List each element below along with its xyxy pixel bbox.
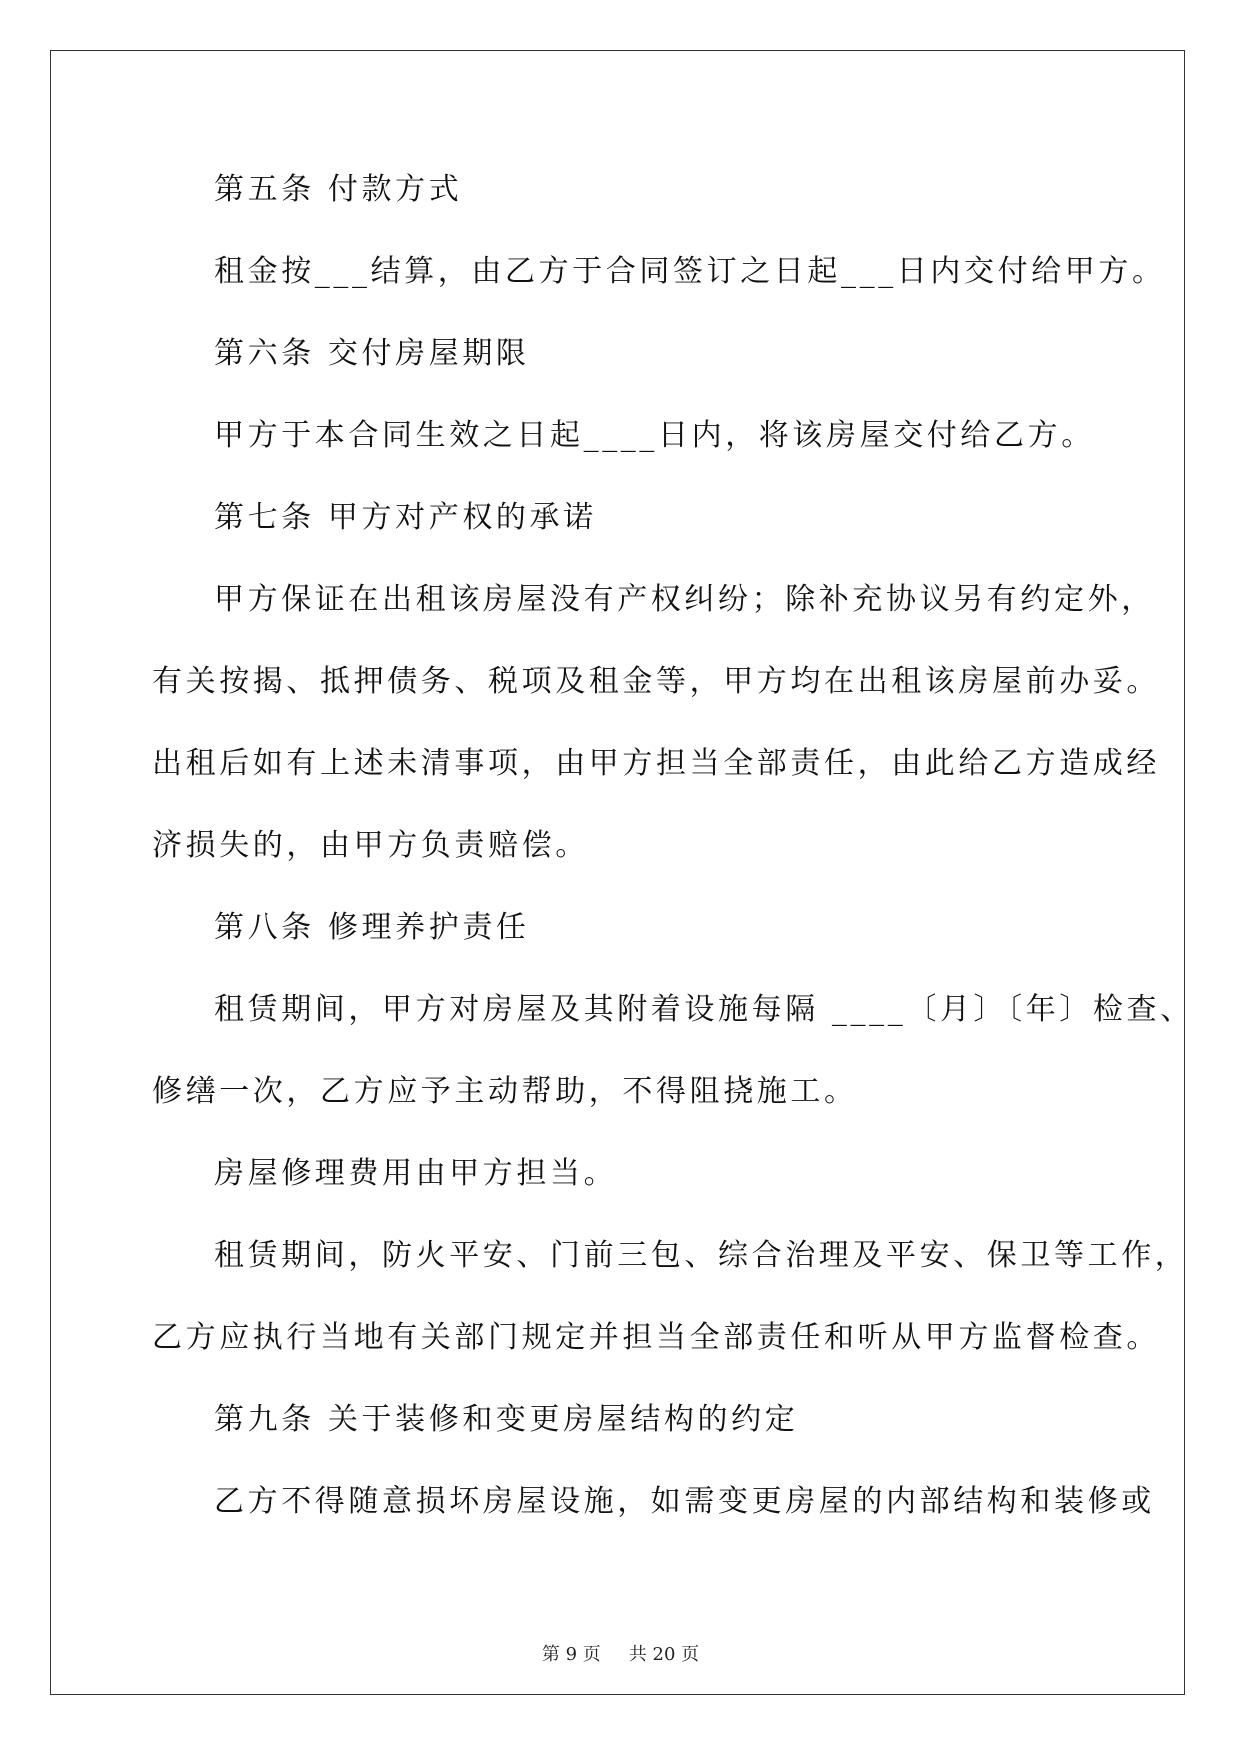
paragraph-line: 乙方不得随意损坏房屋设施，如需变更房屋的内部结构和装修或	[214, 1484, 1155, 1519]
paragraph-line: 济损失的，由甲方负责赔偿。	[152, 828, 589, 863]
section-heading-6: 第六条 交付房屋期限	[214, 336, 530, 371]
paragraph-line: 有关按揭、抵押债务、税项及租金等，甲方均在出租该房屋前办妥。	[152, 664, 1160, 699]
paragraph-line: 修缮一次，乙方应予主动帮助，不得阻挠施工。	[152, 1074, 858, 1109]
paragraph-line: 乙方应执行当地有关部门规定并担当全部责任和听从甲方监督检查。	[152, 1320, 1160, 1355]
paragraph-line: 租金按___结算，由乙方于合同签订之日起___日内交付给甲方。	[214, 254, 1166, 289]
paragraph-line: 甲方于本合同生效之日起____日内，将该房屋交付给乙方。	[214, 418, 1095, 453]
page-border	[50, 50, 1185, 1695]
paragraph-line: 房屋修理费用由甲方担当。	[214, 1156, 618, 1191]
section-heading-7: 第七条 甲方对产权的承诺	[214, 500, 597, 535]
section-heading-9: 第九条 关于装修和变更房屋结构的约定	[214, 1402, 799, 1437]
page-total: 共 20 页	[628, 1644, 700, 1665]
section-heading-5: 第五条 付款方式	[214, 172, 463, 207]
page-number: 第 9 页	[541, 1644, 601, 1665]
paragraph-line: 甲方保证在出租该房屋没有产权纠纷；除补充协议另有约定外，	[214, 582, 1155, 617]
paragraph-line: 租赁期间，防火平安、门前三包、综合治理及平安、保卫等工作，	[214, 1238, 1189, 1273]
page-footer	[0, 1643, 1241, 1667]
section-heading-8: 第八条 修理养护责任	[214, 910, 530, 945]
paragraph-line: 租赁期间，甲方对房屋及其附着设施每隔 ____〔月〕〔年〕检查、	[214, 992, 1194, 1027]
paragraph-line: 出租后如有上述未清事项，由甲方担当全部责任，由此给乙方造成经	[152, 746, 1160, 781]
